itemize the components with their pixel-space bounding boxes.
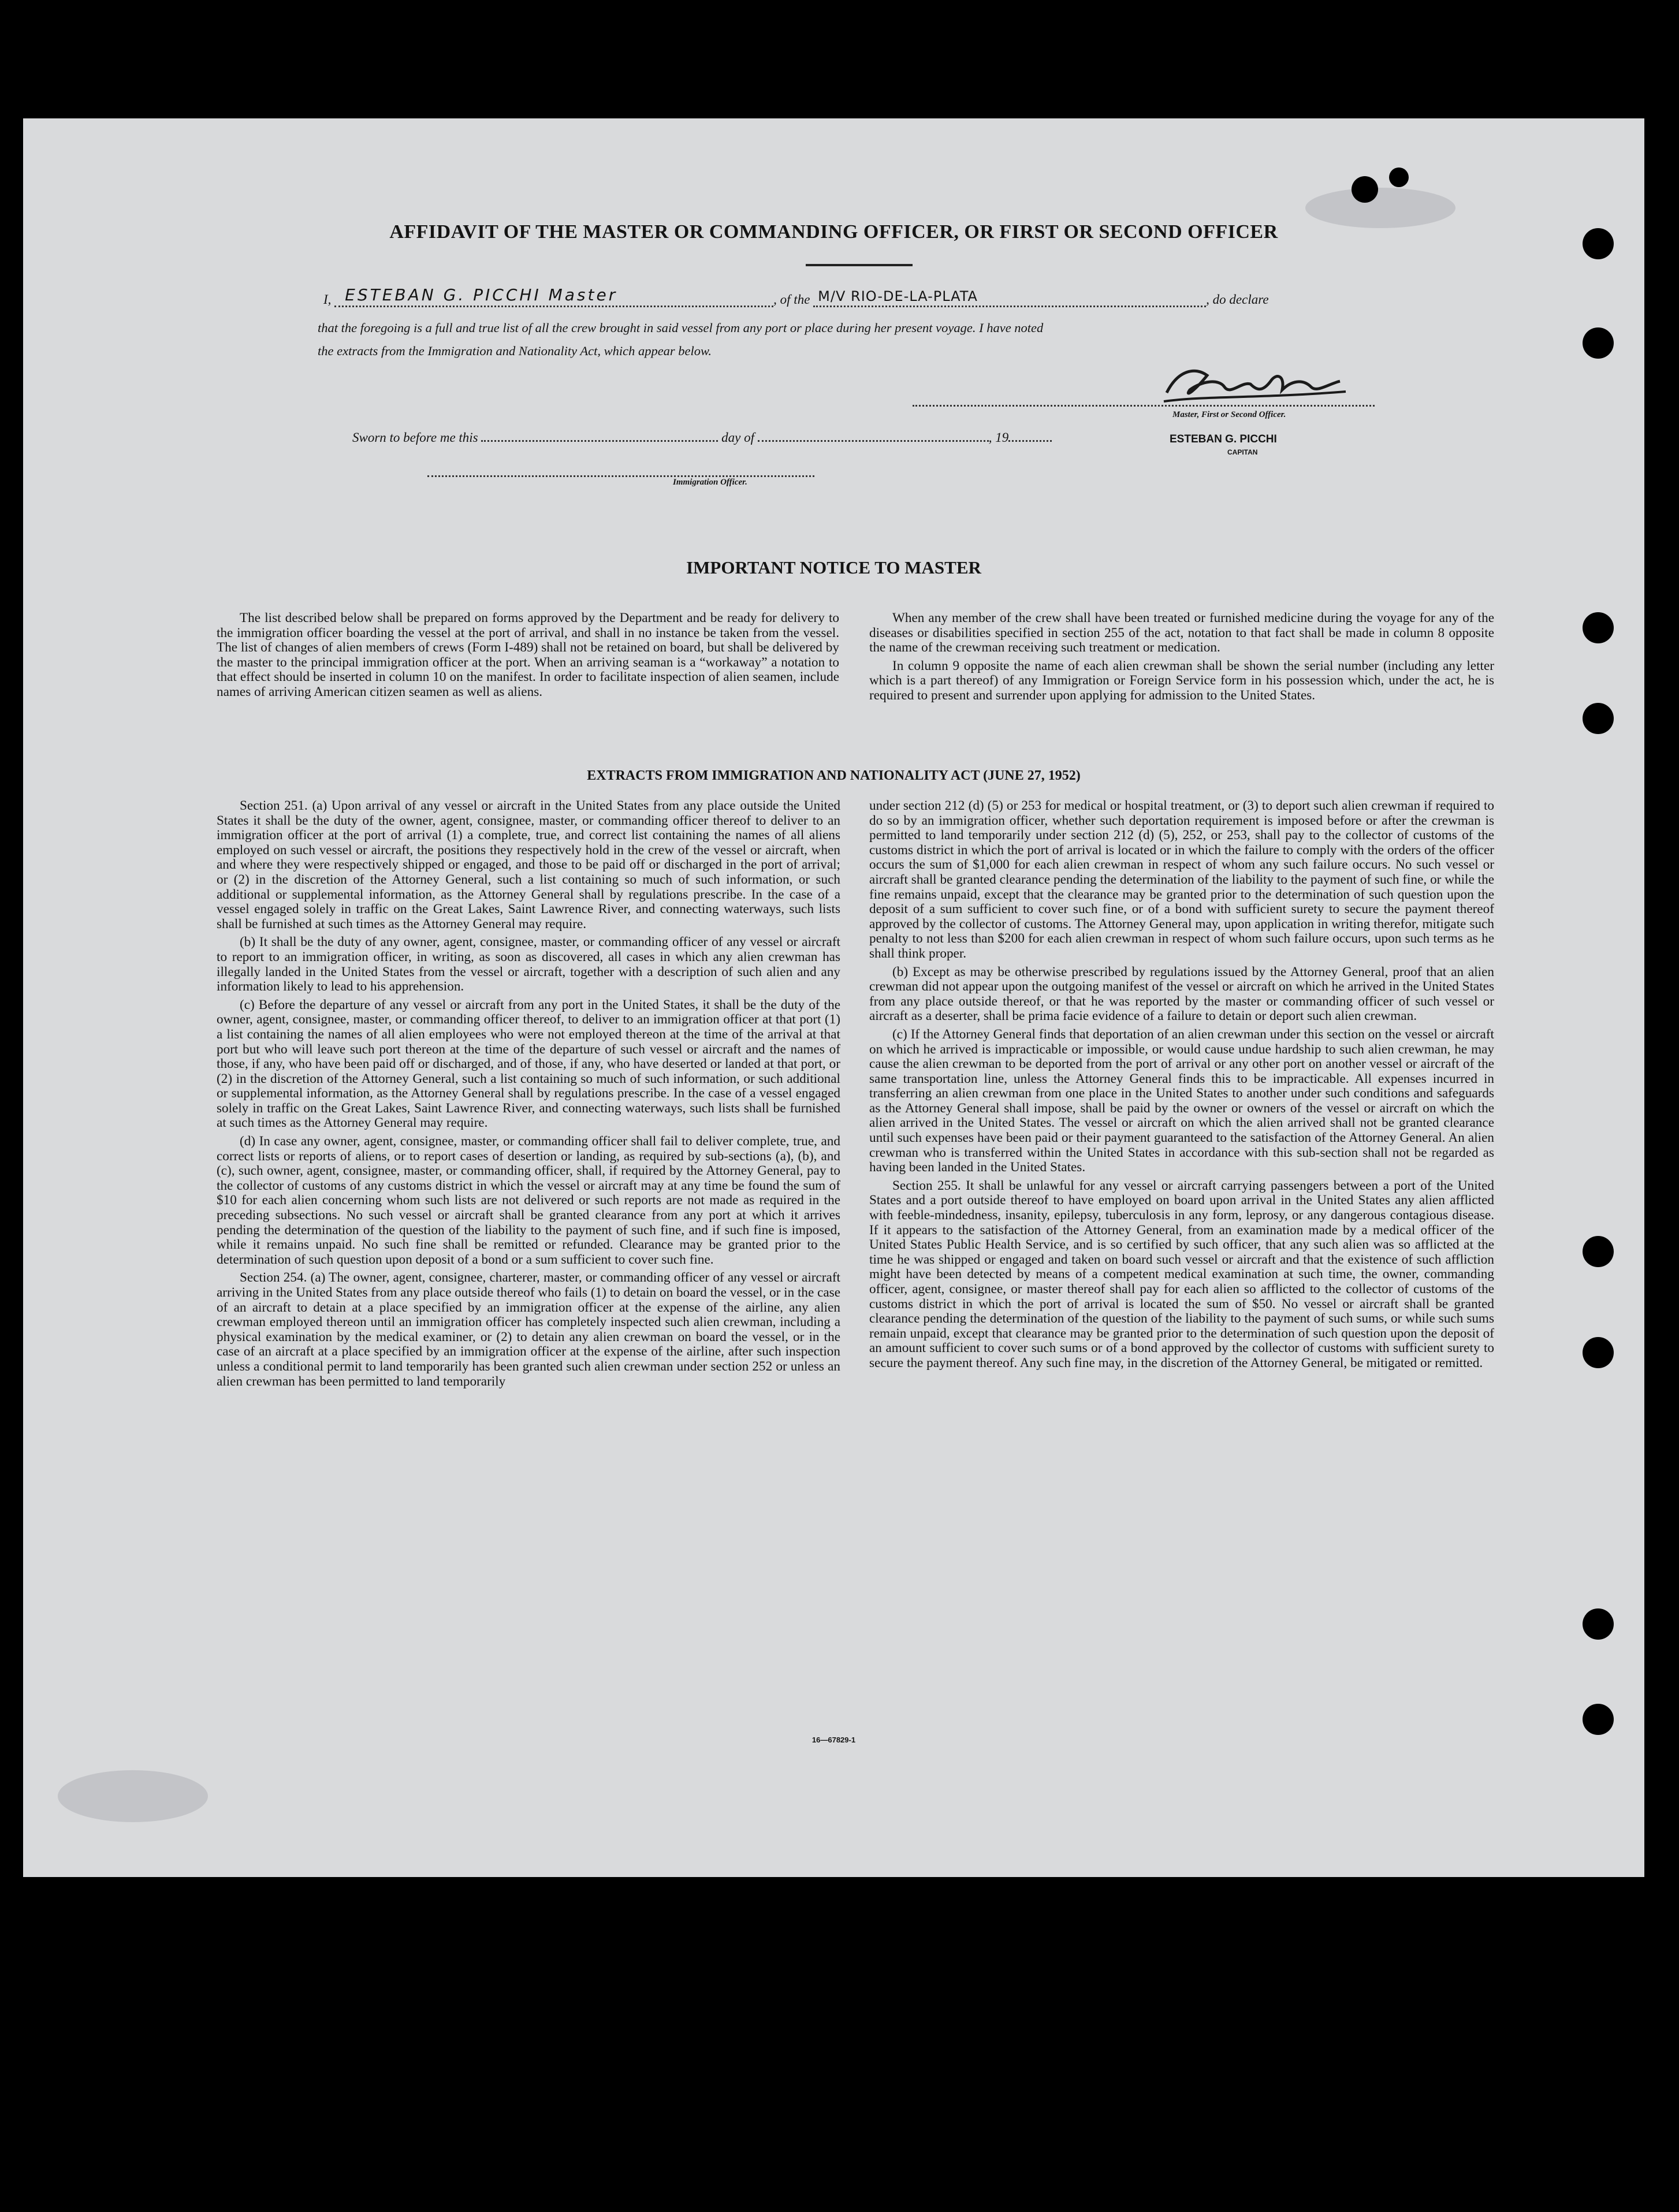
- signature-line: [913, 403, 1375, 407]
- act-paragraph: (b) Except as may be otherwise prescribed by regulations issued by the Attorney General, proof that an alien crewman did not appear upon the outgoing manifest of the vessel or aircraft on which he arrived in the United States from any place outside thereof, or that he was reported by the master or commanding officer of such vessel or aircraft as a deserter, shall be prima facie evidence of a failure to detain or deport such alien crewman.: [869, 964, 1494, 1024]
- act-paragraph: (c) If the Attorney General finds that deportation of an alien crewman under this section on the vessel or aircraft on which he arrived is impracticable or impossible, or would cause undue hardship to such alien crewman, he may cause the alien crewman to be deported from the port of arrival or any other port on another vessel or aircraft of the same transportation line, unless the Attorney General finds this to be impracticable. All expenses incurred in transferring an alien crewman from one place in the United States to another under such conditions and safeguards as the Attorney General shall impose, shall be paid by the owner or owners of the vessel or aircraft on which the alien arrived in the United States. The vessel or aircraft on which the alien arrived shall not be granted clearance until such expenses have been paid or their payment guaranteed to the satisfaction of the Attorney General. An alien crewman who is transferred within the United States in accordance with this sub-section shall not be regarded as having been landed in the United States.: [869, 1026, 1494, 1175]
- sworn-day-field: [481, 427, 718, 442]
- vessel-field: [813, 288, 1206, 307]
- act-paragraph: Section 254. (a) The owner, agent, consignee, charterer, master, or commanding officer of any vessel or aircraft arriving in the United States from any place outside thereof who fails (1) to detain on board the vessel, or in the case of an aircraft to detain at a place specified by an immigration officer at the expense of the airline, any alien crewman employed thereon until an immigration officer has completely inspected such alien crewman, including a physical examination by the medical examiner, or (2) to detain any alien crewman on board the vessel, or in the case of an aircraft at a place specified by an immigration officer at the expense of the airline, after such inspection unless a conditional permit to land temporarily has been granted such alien crewman under section 252 or unless an alien crewman has been permitted to land temporarily: [217, 1270, 840, 1389]
- title-rule: [806, 264, 913, 266]
- declarant-prefix: I,: [323, 292, 332, 307]
- punch-hole: [1583, 1608, 1614, 1640]
- vessel-name: M/V RIO-DE-LA-PLATA: [818, 288, 978, 304]
- sworn-year-field: [1008, 427, 1052, 442]
- affidavit-title: AFFIDAVIT OF THE MASTER OR COMMANDING OFFICER, OR FIRST OR SECOND OFFICER: [389, 221, 1278, 243]
- declarant-name-field: [334, 285, 773, 307]
- sworn-label: Sworn to before me this: [352, 430, 478, 445]
- of-the-label: , of the: [773, 292, 810, 307]
- act-paragraph: (b) It shall be the duty of any owner, agent, consignee, master, or commanding officer of any vessel or aircraft to report to an immigration officer, in writing, as soon as discovered, all cases in which any alien crewman has illegally landed in the United States from the vessel or aircraft, together with a description of such alien and any information likely to lead to his apprehension.: [217, 934, 840, 995]
- officer-caption: Immigration Officer.: [673, 478, 747, 487]
- act-paragraph: (c) Before the departure of any vessel or aircraft from any port in the United States, it shall be the duty of the owner, agent, consignee, master, or commanding officer thereof, to deliver to an immigration officer at that port (1) a list containing the names of all alien employees who were not employed thereon at the time of the arrival at that port but who will leave such port thereon at the time of the departure of such vessel or aircraft and the names of those, if any, who have been paid off or discharged, and of those, if any, who have deserted or landed at that port, or (2) in the discretion of the Attorney General, such a list containing so much of such information, or such additional or supplemental information, as the Attorney General shall by regulations prescribe. In the case of a vessel engaged solely in traffic on the Great Lakes, Saint Lawrence River, and connecting waterways, such lists shall be furnished at such times as the Attorney General may require.: [217, 997, 840, 1131]
- sworn-month-field: [758, 427, 989, 442]
- stamp-name: ESTEBAN G. PICCHI: [1170, 433, 1277, 445]
- stamp-title: CAPITAN: [1227, 448, 1258, 456]
- declaration-body-line: the extracts from the Immigration and Nationality Act, which appear below.: [318, 344, 712, 358]
- form-number: 16—67829-1: [811, 1736, 856, 1744]
- declaration-line: [323, 285, 1269, 307]
- act-paragraph: under section 212 (d) (5) or 253 for medical or hospital treatment, or (3) to deport such alien crewman if required to do so by an immigration officer, whether such deportation requirement is imposed before or after the crewman is permitted to land temporarily under section 212 (d) (5), 252, or 253, shall pay to the collector of customs of the customs district in which the port of arrival is located or in which the failure to comply with the orders of the officer occurs the sum of $1,000 for each alien crewman in respect of whom any such failure occurs. No such vessel or aircraft shall be granted clearance pending the determination of the liability to the payment of such fine, or while the fine remains unpaid, except that the clearance may be granted prior to the determination of such question upon the deposit of a sum sufficient to cover such fine, or of a bond with sufficient surety to secure the payment thereof approved by the collector of customs. The Attorney General may, upon application in writing therefor, mitigate such penalty to not less than $200 for each alien crewman in respect of whom such failure occurs, upon such terms as he shall think proper.: [869, 798, 1494, 961]
- notice-left-column: [217, 611, 839, 700]
- extracts-title: EXTRACTS FROM IMMIGRATION AND NATIONALITY ACT (JUNE 27, 1952): [587, 768, 1081, 783]
- extracts-left-column: [217, 799, 840, 1389]
- punch-hole: [1583, 703, 1614, 734]
- notice-paragraph: When any member of the crew shall have been treated or furnished medicine during the voyage for any of the diseases or disabilities specified in section 255 of the act, notation to that fact shall be made in column 8 opposite the name of the crewman receiving such treatment or medication.: [869, 610, 1494, 656]
- officer-signature-line: [427, 474, 814, 477]
- notice-paragraph: In column 9 opposite the name of each alien crewman shall be shown the serial number (including any letter which is a part thereof) of any Immigration or Foreign Service form in his possession which, under the act, he is required to present and surrender upon applying for admission to the United States.: [869, 658, 1494, 703]
- punch-hole: [1583, 1236, 1614, 1267]
- punch-hole: [1389, 167, 1409, 187]
- declarant-name-handwritten: ESTEBAN G. PICCHI Master: [345, 285, 618, 304]
- punch-hole: [1583, 1704, 1614, 1735]
- signature-caption: Master, First or Second Officer.: [1172, 410, 1286, 419]
- extracts-right-column: [869, 799, 1494, 1371]
- punch-hole: [1352, 176, 1378, 203]
- notice-right-column: [869, 611, 1494, 703]
- punch-hole: [1583, 1337, 1614, 1368]
- act-paragraph: Section 251. (a) Upon arrival of any vessel or aircraft in the United States from any place outside the United States it shall be the duty of the owner, agent, consignee, master, or commanding officer thereof to deliver to an immigration officer at the port of arrival (1) a complete, true, and correct list containing the names of all aliens employed on such vessel or aircraft, the positions they respectively hold in the crew of the vessel or aircraft, when and where they were respectively shipped or engaged, and those to be paid off or discharged in the port of arrival; or (2) in the discretion of the Attorney General, such a list containing so much of such information, or such additional or supplemental information, as the Attorney General shall by regulations prescribe. In the case of a vessel engaged solely in traffic on the Great Lakes, Saint Lawrence River, and connecting waterways, such lists shall be furnished at such times as the Attorney General may require.: [217, 798, 840, 932]
- act-paragraph: Section 255. It shall be unlawful for any vessel or aircraft carrying passengers between a port of the United States and a port outside thereof to have employed on board upon arrival in the United States any alien afflicted with feeble-mindedness, insanity, epilepsy, tuberculosis in any form, leprosy, or any dangerous contagious disease. If it appears to the satisfaction of the Attorney General, from an examination made by a medical officer of the United States Public Health Service, and is so certified by such officer, that any such alien was so afflicted at the time he was shipped or engaged and taken on board such vessel or aircraft and that the existence of such affliction might have been detected by means of a competent medical examination at such time, the owner, commanding officer, agent, consignee, or master thereof shall pay for each alien so afflicted to the collector of customs of the customs district in which the port of arrival is located the sum of $50. No vessel or aircraft shall be granted clearance pending the determination of the question of the liability to the payment of such sums, or while such sums remain unpaid, except that clearance may be granted prior to the determination of such question upon the deposit of an amount sufficient to cover such sums or of a bond approved by the collector of customs with sufficient surety to secure the payment thereof. Any such fine may, in the discretion of the Attorney General, be mitigated or remitted.: [869, 1178, 1494, 1371]
- sworn-line: [352, 427, 1052, 445]
- year-prefix: , 19: [988, 430, 1009, 445]
- notice-title: IMPORTANT NOTICE TO MASTER: [686, 557, 981, 578]
- punch-hole: [1583, 327, 1614, 359]
- scan-smudge: [58, 1770, 208, 1822]
- day-of-label: day of: [721, 430, 754, 445]
- act-paragraph: (d) In case any owner, agent, consignee, master, or commanding officer shall fail to deliver complete, true, and correct lists or reports of aliens, or to report cases of desertion or landing, as required by sub-sections (a), (b), and (c), such owner, agent, consignee, master, or commanding officer, shall, if required by the Attorney General, pay to the collector of customs of any customs district in which the vessel or aircraft may at any time be found the sum of $10 for each alien concerning whom such lists are not delivered or such reports are not made as required in the preceding subsections. No such vessel or aircraft shall be granted clearance from any port at which it arrives pending the determination of the question of the liability to the payment of such fine, and if such fine is imposed, while it remains unpaid. No such fine shall be remitted or refunded. Clearance may be granted prior to the determination of such question upon deposit of a bond or a sum sufficient to cover such fine.: [217, 1134, 840, 1267]
- notice-paragraph: The list described below shall be prepared on forms approved by the Department and be ready for delivery to the immigration officer boarding the vessel at the port of arrival, and shall in no instance be taken from the vessel. The list of changes of alien members of crews (Form I-489) shall not be retained on board, but shall be delivered by the master to the principal immigration officer at the port. When an arriving seaman is a “workaway” a notation to that effect should be inserted in column 10 on the manifest. In order to facilitate inspection of alien seamen, include names of arriving American citizen seamen as well as aliens.: [217, 610, 839, 699]
- document-page: [23, 118, 1644, 1877]
- do-declare-label: , do declare: [1206, 292, 1269, 307]
- punch-hole: [1583, 612, 1614, 643]
- declaration-body-line: that the foregoing is a full and true list of all the crew brought in said vessel from any port or place during her present voyage. I have noted: [318, 321, 1044, 335]
